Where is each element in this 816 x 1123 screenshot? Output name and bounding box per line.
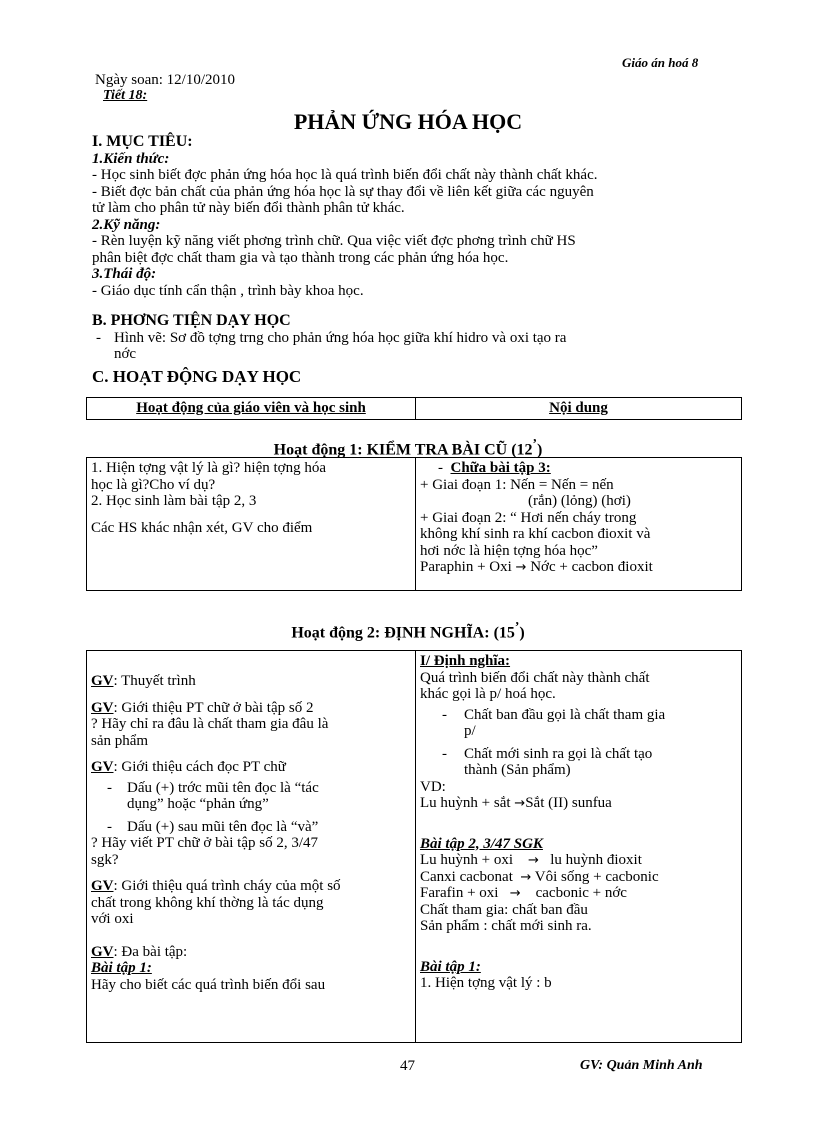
course-label: Giáo án hoá 8 — [622, 55, 699, 70]
knowledge-line: - Biết đợc bản chất của phản ứng hóa học là sự thay đổi về liên kết giữa các nguyên — [92, 183, 594, 200]
materials-heading: B. PHƠNG TIỆN DẠY HỌC — [92, 312, 291, 329]
section-materials — [92, 312, 742, 363]
column-content: Nội dung — [416, 398, 742, 420]
lesson-number: Tiết 18: — [103, 88, 148, 103]
activities-heading: C. HOẠT ĐỘNG DẠY HỌC — [92, 367, 302, 386]
page-number: 47 — [400, 1058, 415, 1074]
section-activities-heading — [92, 368, 742, 387]
attitude-heading: 3.Thái độ: — [92, 266, 157, 283]
objectives-heading: I. MỤC TIÊU: — [92, 133, 193, 150]
knowledge-line: - Học sinh biết đợc phản ứng hóa học là quá trình biến đổi chất này thành chất khác. — [92, 167, 598, 184]
arrow-icon: → — [528, 853, 539, 868]
materials-item: - Hình vẽ: Sơ đồ tợng trng cho phản ứng hóa học giữa khí hidro và oxi tạo ra nớc — [96, 329, 567, 363]
materials-bullet: - — [96, 329, 101, 346]
activity2-table — [86, 650, 742, 1043]
activity1-left-cell: 1. Hiện tợng vật lý là gì? hiện tợng hóa học là gì?Cho ví dụ? 2. Học sinh làm bài tập 2, 3 Các HS khác nhận xét, GV cho điểm — [87, 458, 416, 591]
page-title: PHẢN ỨNG HÓA HỌC — [293, 109, 523, 134]
activity1-right-cell: - Chữa bài tập 3: + Giai đoạn 1: Nến = Nến = nến (rắn) (lỏng) (hơi) + Giai đoạn 2: “ Hơi nến cháy trong không khí sinh ra khí cacbon đioxit và hơi nớc là hiện tợng hóa học” Paraphin + Oxi → Nớc + cacbon đioxit — [416, 458, 742, 591]
exercise-2-3-heading: Bài tập 2, 3/47 SGK — [420, 835, 543, 852]
activity1-table — [86, 457, 742, 591]
arrow-icon: → — [515, 560, 527, 575]
activity2-right-cell: I/ Định nghĩa: Quá trình biến đổi chất này thành chất khác gọi là p/ hoá học. - Chất ban đầu gọi là chất tham gia p/ - Chất mới sinh ra gọi là chất tạo thành (Sản phẩm) VD: Lu huỳnh + sắt →Sắt (II) sunfua Bài tập 2, 3/47 SGK Lu huỳnh + oxi → lu huỳnh đioxit Canxi cacbonat → Vôi sống + cacbonic Farafin + oxi → cacbonic + nớc Chất tham gia: chất ban đầu Sản phẩm : chất mới sinh ra. Bài tập 1: 1. Hiện tợng vật lý : b — [416, 651, 742, 1043]
knowledge-line: tử làm cho phân tử này biến đổi thành phân tử khác. — [92, 200, 405, 217]
activities-header-table — [86, 397, 742, 420]
arrow-icon: → — [509, 886, 521, 901]
definition-heading: I/ Định nghĩa: — [420, 653, 511, 669]
preparation-date: Ngày soan: 12/10/2010 — [95, 72, 235, 88]
arrow-icon: → — [514, 796, 526, 811]
knowledge-heading: 1.Kiến thức: — [92, 150, 170, 167]
column-teacher-student: Hoạt động của giáo viên và học sinh — [87, 398, 416, 420]
exercise3-heading: Chữa bài tập 3: — [450, 460, 551, 476]
attitude-line: - Giáo dục tính cẩn thận , trình bày khoa học. — [92, 282, 364, 299]
arrow-icon: → — [520, 869, 532, 885]
skills-heading: 2.Kỹ năng: — [92, 216, 161, 233]
section-objectives — [92, 133, 742, 299]
activity2-left-cell: GV: Thuyết trình GV: Giới thiệu PT chữ ở bài tập số 2 ? Hãy chỉ ra đâu là chất tham gia đâu là sản phẩm GV: Giới thiệu cách đọc PT chữ - Dấu (+) trớc mũi tên đọc là “tác dụng” hoặc “phản ứng” - Dấu (+) sau mũi tên đọc là “và” ? Hãy viết PT chữ ở bài tập số 2, 3/47 sgk? GV: Giới thiệu quá trình cháy của một số chất trong không khí thờng là tác dụng với oxi GV: Đa bài tập: Bài tập 1: Hãy cho biết các quá trình biến đổi sau — [87, 651, 416, 1043]
activity2-title: Hoạt động 2: ĐỊNH NGHĨA: (15’) — [291, 619, 525, 642]
skills-line: - Rèn luyện kỹ năng viết phơng trình chữ. Qua việc viết đợc phơng trình chữ HS — [92, 233, 576, 250]
activity1-title: Hoạt động 1: KIỂM TRA BÀI CŨ (12’) — [273, 436, 543, 459]
author: GV: Quản Minh Anh — [580, 1058, 703, 1073]
skills-line: phân biệt đợc chất tham gia và tạo thành trong các phản ứng hóa học. — [92, 249, 509, 266]
exercise1-heading: Bài tập 1: — [420, 958, 481, 975]
